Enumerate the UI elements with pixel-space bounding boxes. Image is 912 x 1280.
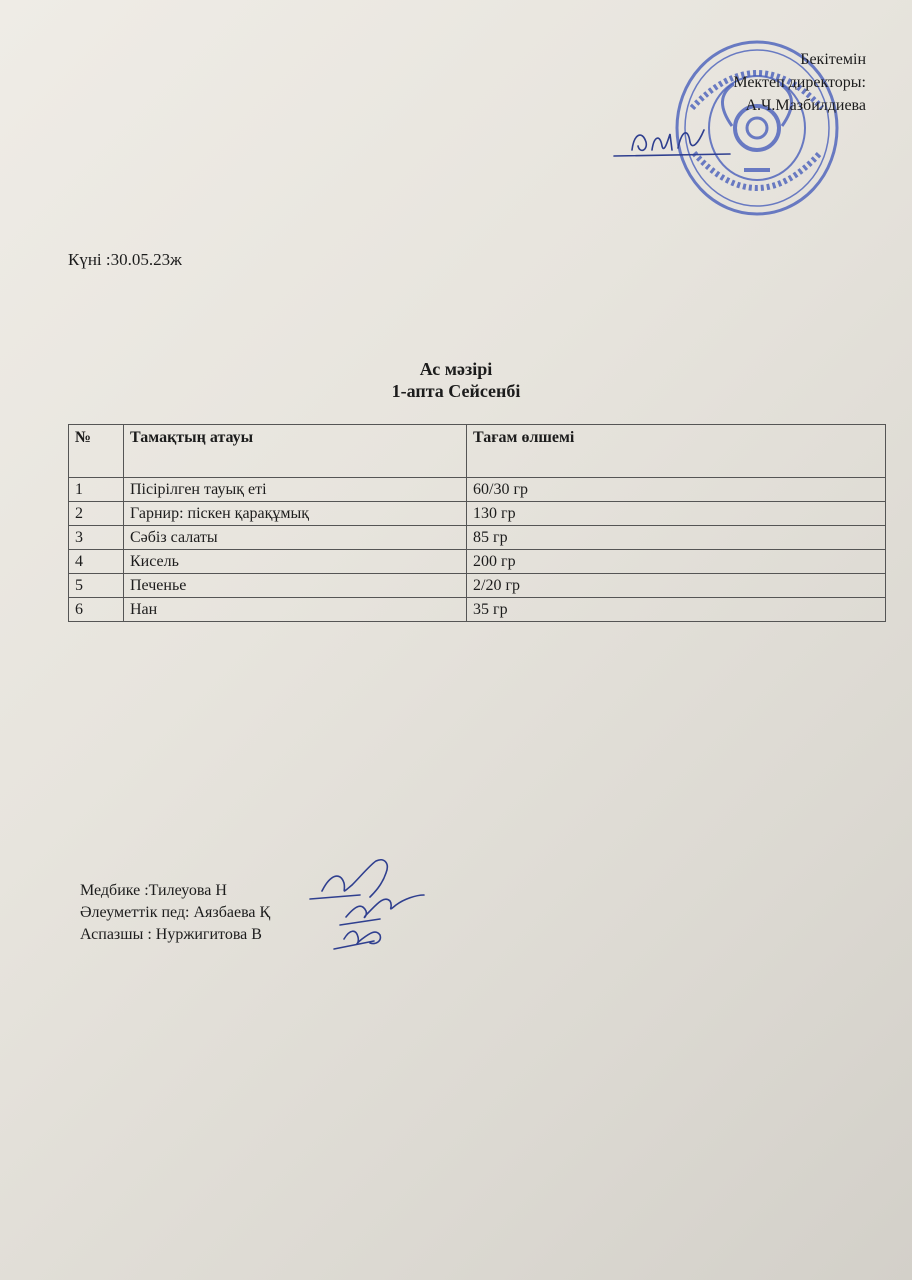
cook-line: Аспазшы : Нуржигитова В: [80, 926, 262, 943]
staff-signatures-block: [80, 880, 270, 946]
approval-position: Мектеп директоры:: [733, 74, 866, 91]
table-header-row: [69, 425, 886, 478]
header-portion-size: Тағам өлшемі: [467, 425, 886, 478]
staff-signature-icon: [300, 855, 440, 955]
row-portion-size: 60/30 гр: [467, 478, 886, 502]
row-portion-size: 85 гр: [467, 526, 886, 550]
header-dish-name: Тамақтың атауы: [124, 425, 467, 478]
row-number: 1: [69, 478, 124, 502]
table-row: [69, 478, 886, 502]
table-row: [69, 550, 886, 574]
row-portion-size: 130 гр: [467, 502, 886, 526]
table-row: [69, 526, 886, 550]
row-dish-name: Сәбіз салаты: [124, 526, 467, 550]
header-number: №: [69, 425, 124, 478]
social-pedagogue-line: Әлеуметтік пед: Аязбаева Қ: [80, 904, 271, 921]
approval-title: Бекітемін: [800, 51, 866, 68]
row-portion-size: 35 гр: [467, 598, 886, 622]
row-number: 5: [69, 574, 124, 598]
row-portion-size: 2/20 гр: [467, 574, 886, 598]
director-signature-icon: [612, 120, 732, 170]
menu-title-main: Ас мәзірі: [419, 359, 493, 379]
menu-title-week-day: 1-апта Сейсенбі: [391, 381, 521, 401]
row-number: 3: [69, 526, 124, 550]
table-row: [69, 598, 886, 622]
row-number: 2: [69, 502, 124, 526]
row-dish-name: Пісірілген тауық еті: [124, 478, 467, 502]
menu-table: [68, 424, 886, 622]
menu-title: [0, 358, 912, 402]
row-dish-name: Нан: [124, 598, 467, 622]
table-row: [69, 574, 886, 598]
row-number: 6: [69, 598, 124, 622]
approval-director-name: А.Ч.Мазбилдиева: [745, 97, 866, 114]
table-row: [69, 502, 886, 526]
nurse-line: Медбике :Тилеуова Н: [80, 882, 227, 899]
document-date: Күні :30.05.23ж: [68, 250, 182, 269]
row-portion-size: 200 гр: [467, 550, 886, 574]
approval-block: [733, 48, 866, 117]
row-number: 4: [69, 550, 124, 574]
row-dish-name: Кисель: [124, 550, 467, 574]
row-dish-name: Печенье: [124, 574, 467, 598]
row-dish-name: Гарнир: піскен қарақұмық: [124, 502, 467, 526]
